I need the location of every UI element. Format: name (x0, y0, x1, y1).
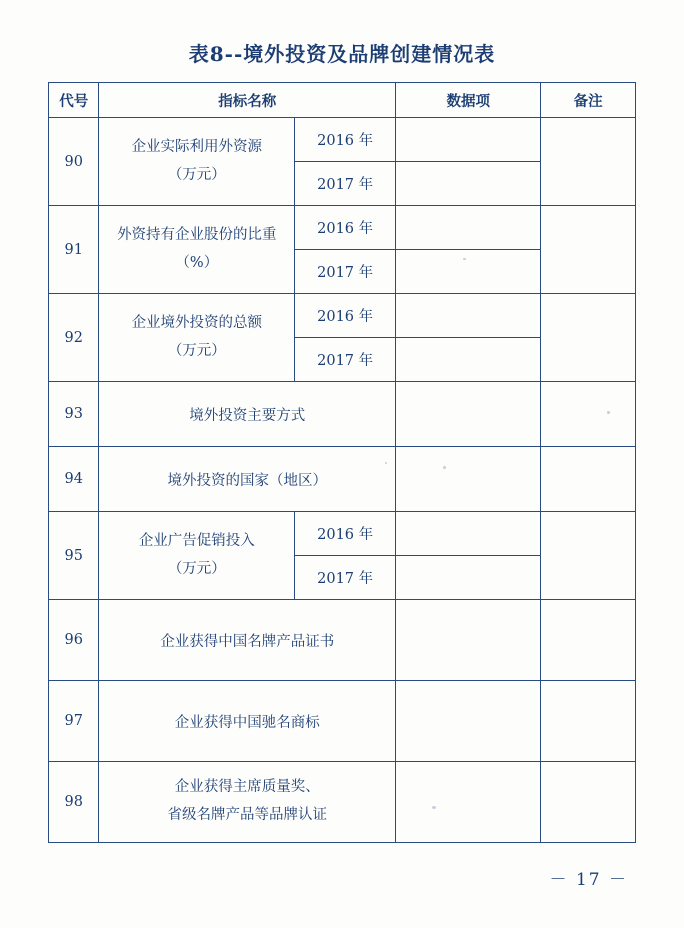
row-code-97: 97 (49, 681, 99, 762)
table-row (49, 512, 636, 556)
row-name-98-line2: 省级名牌产品等品牌认证 (167, 807, 328, 823)
row-name-92-line1: 企业境外投资的总额 (131, 314, 263, 331)
table-row (49, 447, 636, 512)
row-name-96: 企业获得中国名牌产品证书 (99, 600, 396, 681)
table-row (49, 294, 636, 338)
row-96-note[interactable] (541, 600, 636, 681)
row-92-year-2016: 2016 年 (295, 294, 396, 338)
scan-speck (607, 411, 610, 414)
row-95-data-2016[interactable] (396, 512, 541, 556)
row-code-95: 95 (49, 512, 99, 600)
row-98-note[interactable] (541, 762, 636, 843)
row-code-91: 91 (49, 206, 99, 294)
row-91-year-2017: 2017 年 (295, 250, 396, 294)
scan-speck (463, 258, 466, 260)
row-name-90-line2: （万元） (167, 166, 226, 183)
table-row (49, 681, 636, 762)
row-90-data-2016[interactable] (396, 118, 541, 162)
table-row (49, 118, 636, 162)
row-94-note[interactable] (541, 447, 636, 512)
row-90-year-2016: 2016 年 (295, 118, 396, 162)
row-name-91-line2: （%） (175, 254, 219, 271)
row-name-92 (99, 294, 295, 382)
row-code-96: 96 (49, 600, 99, 681)
row-93-data[interactable] (396, 382, 541, 447)
table-row (49, 762, 636, 843)
row-code-93: 93 (49, 382, 99, 447)
scan-speck (443, 466, 446, 469)
row-name-91-line1: 外资持有企业股份的比重 (117, 226, 277, 243)
row-90-data-2017[interactable] (396, 162, 541, 206)
row-90-year-2017: 2017 年 (295, 162, 396, 206)
header-indicator: 指标名称 (99, 83, 396, 118)
row-95-year-2017: 2017 年 (295, 556, 396, 600)
row-code-98: 98 (49, 762, 99, 843)
row-91-note[interactable] (541, 206, 636, 294)
row-name-90-line1: 企业实际利用外资源 (131, 138, 263, 155)
row-name-90 (99, 118, 295, 206)
row-name-98-line1: 企业获得主席质量奖、 (174, 779, 320, 796)
table-row (49, 382, 636, 447)
row-97-note[interactable] (541, 681, 636, 762)
row-name-92-line2: （万元） (167, 342, 226, 359)
row-91-data-2016[interactable] (396, 206, 541, 250)
row-92-year-2017: 2017 年 (295, 338, 396, 382)
row-98-data[interactable] (396, 762, 541, 843)
row-95-data-2017[interactable] (396, 556, 541, 600)
row-name-95 (99, 512, 295, 600)
investment-brand-form-table (48, 82, 636, 843)
row-91-year-2016: 2016 年 (295, 206, 396, 250)
header-data: 数据项 (396, 83, 541, 118)
row-92-data-2016[interactable] (396, 294, 541, 338)
header-code: 代号 (49, 83, 99, 118)
table-row (49, 600, 636, 681)
row-name-94: 境外投资的国家（地区） (99, 447, 396, 512)
row-95-year-2016: 2016 年 (295, 512, 396, 556)
row-name-98 (99, 762, 396, 843)
row-92-data-2017[interactable] (396, 338, 541, 382)
row-95-note[interactable] (541, 512, 636, 600)
page-title: 表8--境外投资及品牌创建情况表 (188, 42, 496, 66)
scan-speck (385, 462, 387, 464)
row-name-97: 企业获得中国驰名商标 (99, 681, 396, 762)
row-96-data[interactable] (396, 600, 541, 681)
row-94-data[interactable] (396, 447, 541, 512)
row-name-95-line1: 企业广告促销投入 (138, 532, 255, 549)
row-code-92: 92 (49, 294, 99, 382)
row-90-note[interactable] (541, 118, 636, 206)
table-header-row (49, 83, 636, 118)
scan-speck (432, 806, 436, 809)
row-91-data-2017[interactable] (396, 250, 541, 294)
row-code-94: 94 (49, 447, 99, 512)
page-number: － 17 － (549, 870, 628, 890)
row-name-91 (99, 206, 295, 294)
row-92-note[interactable] (541, 294, 636, 382)
table-row (49, 206, 636, 250)
header-note: 备注 (541, 83, 636, 118)
row-name-93: 境外投资主要方式 (99, 382, 396, 447)
row-93-note[interactable] (541, 382, 636, 447)
row-name-95-line2: （万元） (167, 560, 226, 577)
row-97-data[interactable] (396, 681, 541, 762)
row-code-90: 90 (49, 118, 99, 206)
